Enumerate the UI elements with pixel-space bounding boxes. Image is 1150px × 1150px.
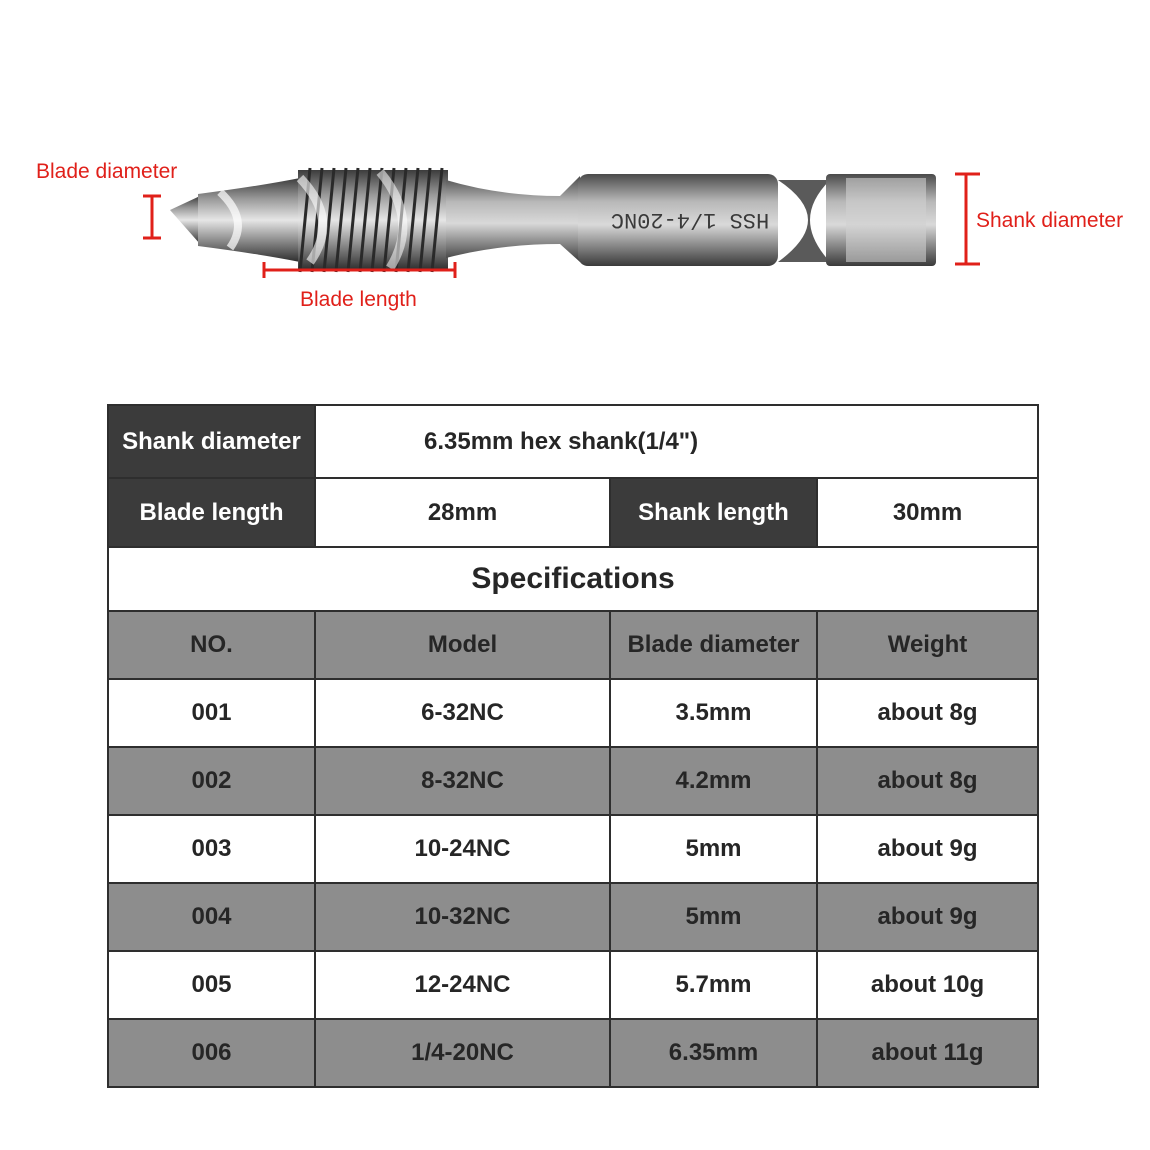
cell-blade-diameter: 6.35mm (610, 1019, 817, 1087)
cell-blade-diameter: 5.7mm (610, 951, 817, 1019)
shank-diameter-row (108, 405, 1038, 478)
shank-length-value: 30mm (817, 478, 1038, 547)
blade-length-label: Blade length (300, 288, 417, 311)
cell-weight: about 10g (817, 951, 1038, 1019)
col-header-blade-diameter: Blade diameter (610, 611, 817, 679)
table-row (108, 1019, 1038, 1087)
table-row (108, 679, 1038, 747)
cell-blade-diameter: 5mm (610, 883, 817, 951)
cell-no: 003 (108, 815, 315, 883)
shank-diameter-header: Shank diameter (108, 405, 315, 478)
spec-title-row (108, 547, 1038, 611)
cell-no: 006 (108, 1019, 315, 1087)
col-header-model: Model (315, 611, 610, 679)
cell-model: 10-32NC (315, 883, 610, 951)
cell-weight: about 9g (817, 815, 1038, 883)
table-row (108, 951, 1038, 1019)
table-row (108, 883, 1038, 951)
spec-header-row (108, 611, 1038, 679)
length-row (108, 478, 1038, 547)
cell-no: 001 (108, 679, 315, 747)
cell-blade-diameter: 3.5mm (610, 679, 817, 747)
cell-model: 6-32NC (315, 679, 610, 747)
blade-length-value: 28mm (315, 478, 610, 547)
blade-diameter-bracket (143, 196, 161, 238)
col-header-no: NO. (108, 611, 315, 679)
cell-blade-diameter: 4.2mm (610, 747, 817, 815)
table-row (108, 747, 1038, 815)
shank-diameter-value: 6.35mm hex shank(1/4") (315, 405, 1038, 478)
cell-weight: about 8g (817, 747, 1038, 815)
drill-bit-image (170, 168, 936, 272)
blade-diameter-label: Blade diameter (36, 160, 178, 183)
blade-length-header: Blade length (108, 478, 315, 547)
cell-model: 12-24NC (315, 951, 610, 1019)
cell-no: 004 (108, 883, 315, 951)
spec-table (107, 404, 1039, 1088)
cell-no: 002 (108, 747, 315, 815)
cell-weight: about 11g (817, 1019, 1038, 1087)
shank-length-header: Shank length (610, 478, 817, 547)
cell-no: 005 (108, 951, 315, 1019)
shank-engraving: HSS 1/4-20NC (610, 207, 770, 232)
col-header-weight: Weight (817, 611, 1038, 679)
specifications-title: Specifications (108, 547, 1038, 611)
shank-diameter-label: Shank diameter (976, 209, 1124, 232)
cell-blade-diameter: 5mm (610, 815, 817, 883)
table-row (108, 815, 1038, 883)
cell-model: 10-24NC (315, 815, 610, 883)
cell-model: 8-32NC (315, 747, 610, 815)
cell-weight: about 8g (817, 679, 1038, 747)
cell-weight: about 9g (817, 883, 1038, 951)
cell-model: 1/4-20NC (315, 1019, 610, 1087)
